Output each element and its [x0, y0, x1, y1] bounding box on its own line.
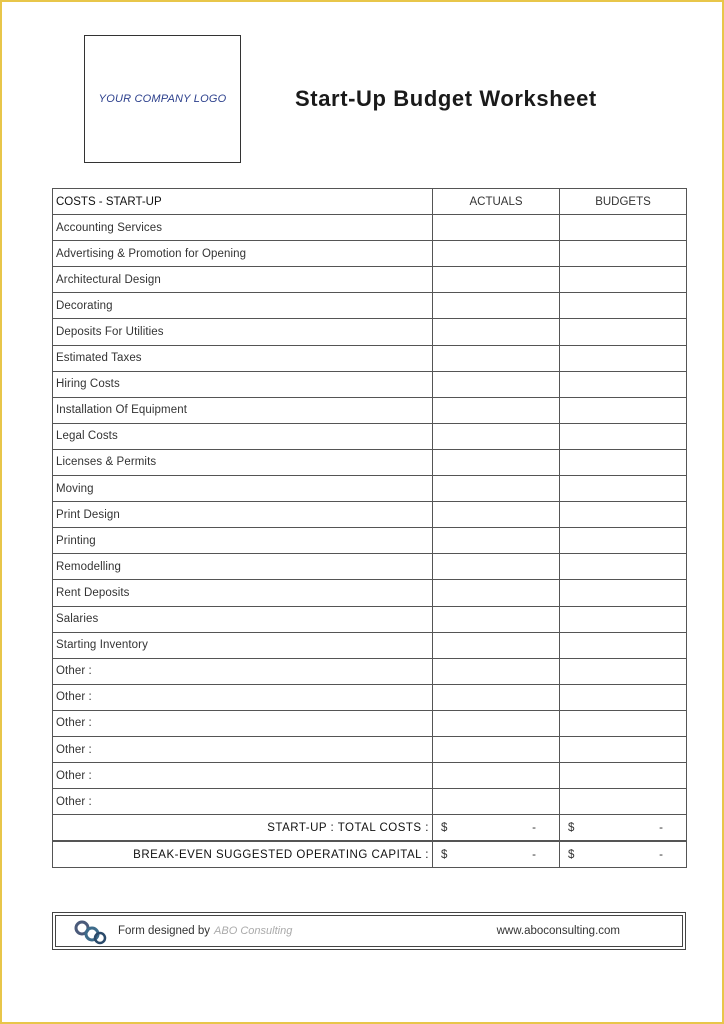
item-label: Printing: [53, 528, 433, 554]
item-label: Advertising & Promotion for Opening: [53, 241, 433, 267]
table-row: [53, 554, 687, 580]
table-row: [53, 371, 687, 397]
table-row: [53, 580, 687, 606]
item-label: Moving: [53, 476, 433, 502]
table-row: [53, 397, 687, 423]
table-row: [53, 215, 687, 241]
break-even-label: BREAK-EVEN SUGGESTED OPERATING CAPITAL :: [53, 842, 433, 868]
budget-entry-cell[interactable]: [560, 554, 687, 580]
actual-entry-cell[interactable]: [433, 736, 560, 762]
logo-placeholder-text: YOUR COMPANY LOGO: [98, 93, 227, 105]
table-row: [53, 632, 687, 658]
currency-symbol: $: [568, 848, 575, 861]
item-label: Deposits For Utilities: [53, 319, 433, 345]
actual-entry-cell[interactable]: [433, 632, 560, 658]
budget-entry-cell[interactable]: [560, 423, 687, 449]
table-row: [53, 267, 687, 293]
currency-symbol: $: [441, 848, 448, 861]
budget-entry-cell[interactable]: [560, 580, 687, 606]
actual-entry-cell[interactable]: [433, 502, 560, 528]
table-row: [53, 502, 687, 528]
total-costs-label: START-UP : TOTAL COSTS :: [53, 815, 433, 841]
item-label: Starting Inventory: [53, 632, 433, 658]
actual-entry-cell[interactable]: [433, 554, 560, 580]
item-label: Other :: [53, 763, 433, 789]
actual-entry-cell[interactable]: [433, 371, 560, 397]
column-header-budgets: BUDGETS: [560, 189, 687, 215]
budget-table: [52, 188, 687, 868]
budget-entry-cell[interactable]: [560, 397, 687, 423]
budget-entry-cell[interactable]: [560, 710, 687, 736]
budget-entry-cell[interactable]: [560, 502, 687, 528]
actual-entry-cell[interactable]: [433, 293, 560, 319]
footer-inner: [55, 915, 683, 947]
designed-by-text: Form designed by: [118, 925, 211, 937]
budget-entry-cell[interactable]: [560, 789, 687, 815]
table-row: [53, 736, 687, 762]
table-row: [53, 241, 687, 267]
currency-symbol: $: [568, 821, 575, 834]
table-row: [53, 293, 687, 319]
actual-entry-cell[interactable]: [433, 397, 560, 423]
table-row: [53, 789, 687, 815]
budget-entry-cell[interactable]: [560, 606, 687, 632]
item-label: Estimated Taxes: [53, 345, 433, 371]
actual-entry-cell[interactable]: [433, 580, 560, 606]
actual-entry-cell[interactable]: [433, 241, 560, 267]
abo-logo-icon: [70, 916, 110, 946]
budget-entry-cell[interactable]: [560, 658, 687, 684]
brand-logo-text: ABO Consulting: [214, 925, 293, 937]
break-even-budget-cell[interactable]: [560, 842, 687, 868]
section-title: COSTS - START-UP: [53, 189, 433, 215]
budget-entry-cell[interactable]: [560, 763, 687, 789]
item-label: Other :: [53, 789, 433, 815]
actual-entry-cell[interactable]: [433, 606, 560, 632]
currency-symbol: $: [441, 821, 448, 834]
table-row: [53, 658, 687, 684]
table-row: [53, 684, 687, 710]
footer: [52, 912, 686, 950]
table-row: [53, 423, 687, 449]
actual-entry-cell[interactable]: [433, 319, 560, 345]
page-title: Start-Up Budget Worksheet: [295, 86, 597, 111]
budget-entry-cell[interactable]: [560, 528, 687, 554]
actual-entry-cell[interactable]: [433, 449, 560, 475]
budget-entry-cell[interactable]: [560, 215, 687, 241]
budget-entry-cell[interactable]: [560, 345, 687, 371]
table-row: [53, 763, 687, 789]
item-label: Print Design: [53, 502, 433, 528]
budget-entry-cell[interactable]: [560, 319, 687, 345]
break-even-row: [53, 842, 687, 868]
item-label: Remodelling: [53, 554, 433, 580]
actual-entry-cell[interactable]: [433, 423, 560, 449]
table-row: [53, 710, 687, 736]
item-label: Salaries: [53, 606, 433, 632]
budget-entry-cell[interactable]: [560, 476, 687, 502]
item-label: Other :: [53, 710, 433, 736]
item-label: Rent Deposits: [53, 580, 433, 606]
company-logo-placeholder: [84, 35, 241, 163]
table-row: [53, 528, 687, 554]
amount-value: -: [659, 848, 663, 861]
item-label: Legal Costs: [53, 423, 433, 449]
item-label: Decorating: [53, 293, 433, 319]
budget-entry-cell[interactable]: [560, 293, 687, 319]
actual-entry-cell[interactable]: [433, 345, 560, 371]
item-label: Licenses & Permits: [53, 449, 433, 475]
actual-entry-cell[interactable]: [433, 684, 560, 710]
table-row: [53, 476, 687, 502]
budget-entry-cell[interactable]: [560, 684, 687, 710]
actual-entry-cell[interactable]: [433, 658, 560, 684]
table-row: [53, 449, 687, 475]
budget-entry-cell[interactable]: [560, 632, 687, 658]
item-label: Architectural Design: [53, 267, 433, 293]
item-rows: [53, 215, 687, 815]
actual-entry-cell[interactable]: [433, 789, 560, 815]
website-link[interactable]: www.aboconsulting.com: [496, 925, 620, 937]
actual-entry-cell[interactable]: [433, 710, 560, 736]
table-row: [53, 345, 687, 371]
amount-value: -: [532, 821, 536, 834]
actual-entry-cell[interactable]: [433, 476, 560, 502]
amount-value: -: [659, 821, 663, 834]
item-label: Other :: [53, 658, 433, 684]
item-label: Installation Of Equipment: [53, 397, 433, 423]
budget-entry-cell[interactable]: [560, 736, 687, 762]
item-label: Hiring Costs: [53, 371, 433, 397]
table-row: [53, 319, 687, 345]
break-even-actual-cell[interactable]: [433, 842, 560, 868]
table-header-row: [53, 189, 687, 215]
item-label: Other :: [53, 736, 433, 762]
total-costs-budget-cell[interactable]: [560, 815, 687, 841]
actual-entry-cell[interactable]: [433, 763, 560, 789]
budget-entry-cell[interactable]: [560, 267, 687, 293]
table-row: [53, 606, 687, 632]
budget-entry-cell[interactable]: [560, 449, 687, 475]
actual-entry-cell[interactable]: [433, 528, 560, 554]
column-header-actuals: ACTUALS: [433, 189, 560, 215]
budget-entry-cell[interactable]: [560, 371, 687, 397]
actual-entry-cell[interactable]: [433, 267, 560, 293]
total-costs-actual-cell[interactable]: [433, 815, 560, 841]
budget-entry-cell[interactable]: [560, 241, 687, 267]
item-label: Accounting Services: [53, 215, 433, 241]
amount-value: -: [532, 848, 536, 861]
total-costs-row: [53, 815, 687, 841]
item-label: Other :: [53, 684, 433, 710]
actual-entry-cell[interactable]: [433, 215, 560, 241]
